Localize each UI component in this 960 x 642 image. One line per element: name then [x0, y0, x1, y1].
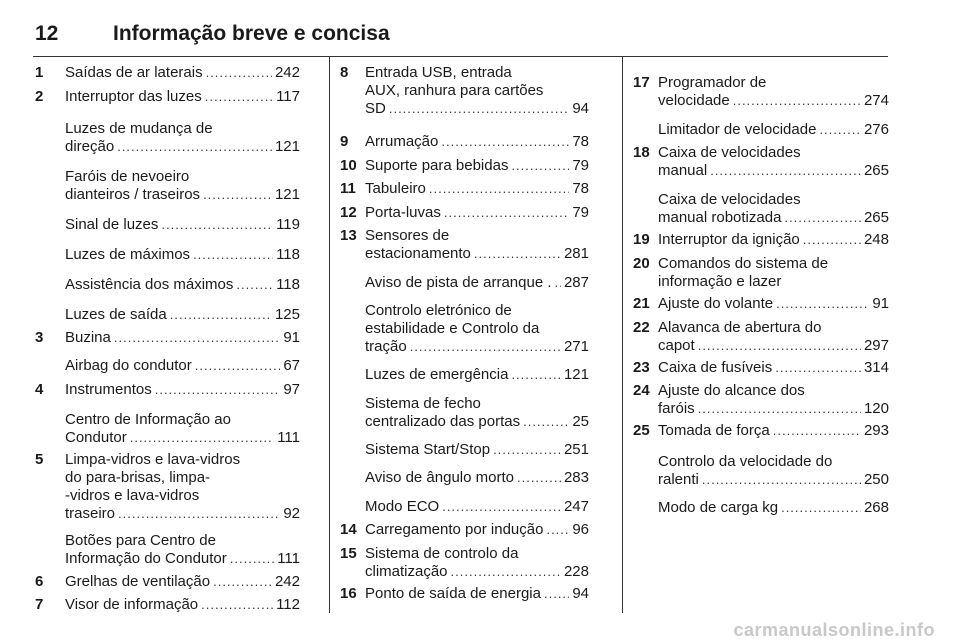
page-reference[interactable]: 276: [863, 121, 889, 138]
entry-text: Sinal de luzes: [65, 216, 159, 233]
page-reference[interactable]: 112: [276, 596, 300, 613]
leader-dots: [511, 157, 569, 175]
entry-text: Informação do Condutor: [65, 550, 227, 567]
page-reference[interactable]: 97: [283, 381, 300, 398]
entry-text: tração: [365, 338, 407, 355]
entry-text: Assistência dos máximos: [65, 276, 234, 293]
entry-text: Sistema Start/Stop: [365, 441, 491, 458]
leader-dots: [803, 231, 861, 249]
page-reference[interactable]: 287: [563, 274, 589, 291]
entry-text: capot: [658, 337, 695, 354]
page-reference[interactable]: 281: [563, 245, 589, 262]
entry-text: ralenti: [658, 471, 699, 488]
entry-text: Porta-luvas: [365, 204, 441, 221]
page-reference[interactable]: 242: [274, 573, 300, 590]
item-number: 1: [35, 64, 44, 81]
item-number: 7: [35, 596, 44, 613]
item-number: 23: [633, 359, 650, 376]
entry-text: Sistema de fecho: [365, 395, 481, 412]
item-number: 13: [340, 227, 357, 244]
entry-text: centralizado das portas: [365, 413, 521, 430]
entry-text: Interruptor das luzes: [65, 88, 202, 105]
leader-dots: [775, 359, 861, 377]
entry-text: Sistema de controlo da: [365, 545, 519, 562]
page-number: 12: [35, 22, 59, 45]
entry-text: Faróis de nevoeiro: [65, 168, 190, 185]
item-number: 14: [340, 521, 357, 538]
page-reference[interactable]: 314: [863, 359, 889, 376]
entry-text: Ponto de saída de energia: [365, 585, 541, 602]
entry-text: AUX, ranhura para cartões: [365, 82, 544, 99]
entry-text: Programador de: [658, 74, 767, 91]
leader-dots: [389, 100, 569, 118]
entry-text: Alavanca de abertura do: [658, 319, 822, 336]
entry-text: manual robotizada: [658, 209, 782, 226]
item-number: 18: [633, 144, 650, 161]
page-reference[interactable]: 293: [863, 422, 889, 439]
page-reference[interactable]: 94: [572, 100, 589, 117]
leader-dots: [451, 563, 561, 581]
watermark-text: carmanualsonline.info: [733, 620, 935, 640]
leader-dots: [546, 521, 569, 539]
entry-text: Luzes de mudança de: [65, 120, 213, 137]
leader-dots: [205, 88, 273, 106]
leader-dots: [698, 400, 861, 418]
page-reference[interactable]: 121: [274, 186, 300, 203]
page-reference[interactable]: 96: [572, 521, 589, 538]
page-reference[interactable]: 79: [572, 157, 589, 174]
page-reference[interactable]: 118: [276, 276, 300, 293]
entry-text: Caixa de velocidades: [658, 144, 801, 161]
page-reference[interactable]: 120: [863, 400, 889, 417]
entry-text: -vidros e lava-vidros: [65, 487, 200, 504]
entry-text: Limitador de velocidade: [658, 121, 817, 138]
leader-dots: [444, 204, 569, 222]
leader-dots: [776, 295, 869, 313]
item-number: 5: [35, 451, 44, 468]
entry-text: Arrumação: [365, 133, 439, 150]
entry-text: Visor de informação: [65, 596, 199, 613]
entry-text: Tabuleiro: [365, 180, 426, 197]
leader-dots: [523, 413, 569, 431]
entry-text: SD: [365, 100, 386, 117]
leader-dots: [702, 471, 861, 489]
leader-dots: [118, 505, 280, 523]
leader-dots: [236, 276, 273, 294]
entry-text: Sensores de: [365, 227, 450, 244]
entry-text: Luzes de máximos: [65, 246, 191, 263]
entry-text: faróis: [658, 400, 695, 417]
entry-text: Controlo eletrónico de: [365, 302, 512, 319]
page-reference[interactable]: 79: [572, 204, 589, 221]
page-reference[interactable]: 121: [274, 138, 300, 155]
entry-text: Aviso de ângulo morto: [365, 469, 514, 486]
entry-text: traseiro: [65, 505, 116, 522]
entry-text: Condutor: [65, 429, 127, 446]
page-title: Informação breve e concisa: [113, 22, 390, 45]
item-number: 24: [633, 382, 650, 399]
leader-dots: [114, 329, 280, 347]
item-number: 11: [340, 180, 356, 197]
leader-dots: [733, 92, 861, 110]
page-reference[interactable]: 265: [863, 162, 889, 179]
entry-text: estabilidade e Controlo da: [365, 320, 540, 337]
leader-dots: [130, 429, 274, 447]
item-number: 22: [633, 319, 650, 336]
item-number: 15: [340, 545, 357, 562]
item-number: 6: [35, 573, 44, 590]
entry-text: Saídas de ar laterais: [65, 64, 203, 81]
item-number: 2: [35, 88, 44, 105]
entry-text: Carregamento por indução: [365, 521, 544, 538]
leader-dots: [773, 422, 861, 440]
page-reference[interactable]: 111: [277, 550, 300, 567]
item-number: 19: [633, 231, 650, 248]
leader-dots: [781, 499, 861, 517]
page-reference[interactable]: 111: [277, 429, 300, 446]
entry-text: Suporte para bebidas: [365, 157, 509, 174]
leader-dots: [170, 306, 272, 324]
item-number: 21: [633, 295, 650, 312]
leader-dots: [155, 381, 281, 399]
entry-text: Buzina: [65, 329, 111, 346]
page-reference[interactable]: 91: [283, 329, 300, 346]
item-number: 10: [340, 157, 357, 174]
page-reference[interactable]: 117: [276, 88, 300, 105]
leader-dots: [710, 162, 861, 180]
page-reference[interactable]: 297: [863, 337, 889, 354]
item-number: 17: [633, 74, 650, 91]
index-column-1: [33, 56, 300, 613]
entry-text: estacionamento: [365, 245, 471, 262]
leader-dots: [117, 138, 272, 156]
page-reference[interactable]: 228: [563, 563, 589, 580]
page-reference[interactable]: 251: [563, 441, 589, 458]
entry-text: Grelhas de ventilação: [65, 573, 211, 590]
leader-dots: [429, 180, 569, 198]
leader-dots: [213, 573, 272, 591]
entry-text: climatização: [365, 563, 448, 580]
page-reference[interactable]: 283: [563, 469, 589, 486]
page-reference[interactable]: 91: [872, 295, 889, 312]
entry-text: Botões para Centro de: [65, 532, 216, 549]
entry-text: Caixa de fusíveis: [658, 359, 773, 376]
leader-dots: [698, 337, 861, 355]
item-number: 16: [340, 585, 357, 602]
page-reference[interactable]: 25: [572, 413, 589, 430]
item-number: 4: [35, 381, 44, 398]
page-reference[interactable]: 250: [863, 471, 889, 488]
item-number: 8: [340, 64, 349, 81]
entry-text: Luzes de emergência: [365, 366, 509, 383]
item-number: 9: [340, 133, 349, 150]
page-reference[interactable]: 118: [276, 246, 300, 263]
entry-text: Comandos do sistema de: [658, 255, 829, 272]
page-reference[interactable]: 265: [863, 209, 889, 226]
entry-text: Entrada USB, entrada: [365, 64, 512, 81]
page-reference[interactable]: 94: [572, 585, 589, 602]
entry-text: informação e lazer: [658, 273, 782, 290]
entry-text: manual: [658, 162, 708, 179]
entry-text: Interruptor da ignição: [658, 231, 800, 248]
leader-dots: [555, 274, 561, 292]
entry-text: Limpa-vidros e lava-vidros: [65, 451, 241, 468]
entry-text: Ajuste do volante: [658, 295, 774, 312]
entry-text: Luzes de saída: [65, 306, 167, 323]
entry-text: Modo de carga kg: [658, 499, 779, 516]
leader-dots: [201, 596, 273, 614]
leader-dots: [230, 550, 274, 568]
leader-dots: [511, 366, 561, 384]
leader-dots: [819, 121, 861, 139]
page-reference[interactable]: 78: [572, 180, 589, 197]
leader-dots: [203, 186, 272, 204]
page-reference[interactable]: 248: [863, 231, 889, 248]
leader-dots: [441, 133, 569, 151]
page-reference[interactable]: 271: [563, 338, 589, 355]
entry-text: Centro de Informação ao: [65, 411, 231, 428]
entry-text: dianteiros / traseiros: [65, 186, 201, 203]
leader-dots: [161, 216, 273, 234]
page-reference[interactable]: 119: [276, 216, 300, 233]
entry-text: Tomada de força: [658, 422, 770, 439]
item-number: 3: [35, 329, 44, 346]
leader-dots: [442, 498, 561, 516]
leader-dots: [195, 357, 281, 375]
index-column-2: [329, 56, 589, 613]
leader-dots: [784, 209, 861, 227]
leader-dots: [544, 585, 569, 603]
entry-text: Airbag do condutor: [65, 357, 192, 374]
leader-dots: [474, 245, 561, 263]
entry-text: direção: [65, 138, 115, 155]
item-number: 20: [633, 255, 650, 272]
entry-text: Controlo da velocidade do: [658, 453, 833, 470]
page-reference[interactable]: 78: [572, 133, 589, 150]
page-reference[interactable]: 274: [863, 92, 889, 109]
page-reference[interactable]: 121: [563, 366, 589, 383]
entry-text: Ajuste do alcance dos: [658, 382, 805, 399]
leader-dots: [206, 64, 272, 82]
item-number: 12: [340, 204, 357, 221]
entry-text: Aviso de pista de arranque .: [365, 274, 552, 291]
item-number: 25: [633, 422, 650, 439]
entry-text: velocidade: [658, 92, 730, 109]
page-reference[interactable]: 92: [283, 505, 300, 522]
leader-dots: [493, 441, 561, 459]
entry-text: Instrumentos: [65, 381, 152, 398]
page-reference[interactable]: 247: [563, 498, 589, 515]
page-reference[interactable]: 125: [274, 306, 300, 323]
page-header: [33, 0, 888, 57]
entry-text: do para-brisas, limpa-: [65, 469, 211, 486]
leader-dots: [517, 469, 561, 487]
leader-dots: [410, 338, 561, 356]
leader-dots: [193, 246, 273, 264]
page-reference[interactable]: 67: [283, 357, 300, 374]
page-reference[interactable]: 268: [863, 499, 889, 516]
page-reference[interactable]: 242: [274, 64, 300, 81]
index-column-3: [622, 56, 889, 613]
entry-text: Modo ECO: [365, 498, 440, 515]
entry-text: Caixa de velocidades: [658, 191, 801, 208]
